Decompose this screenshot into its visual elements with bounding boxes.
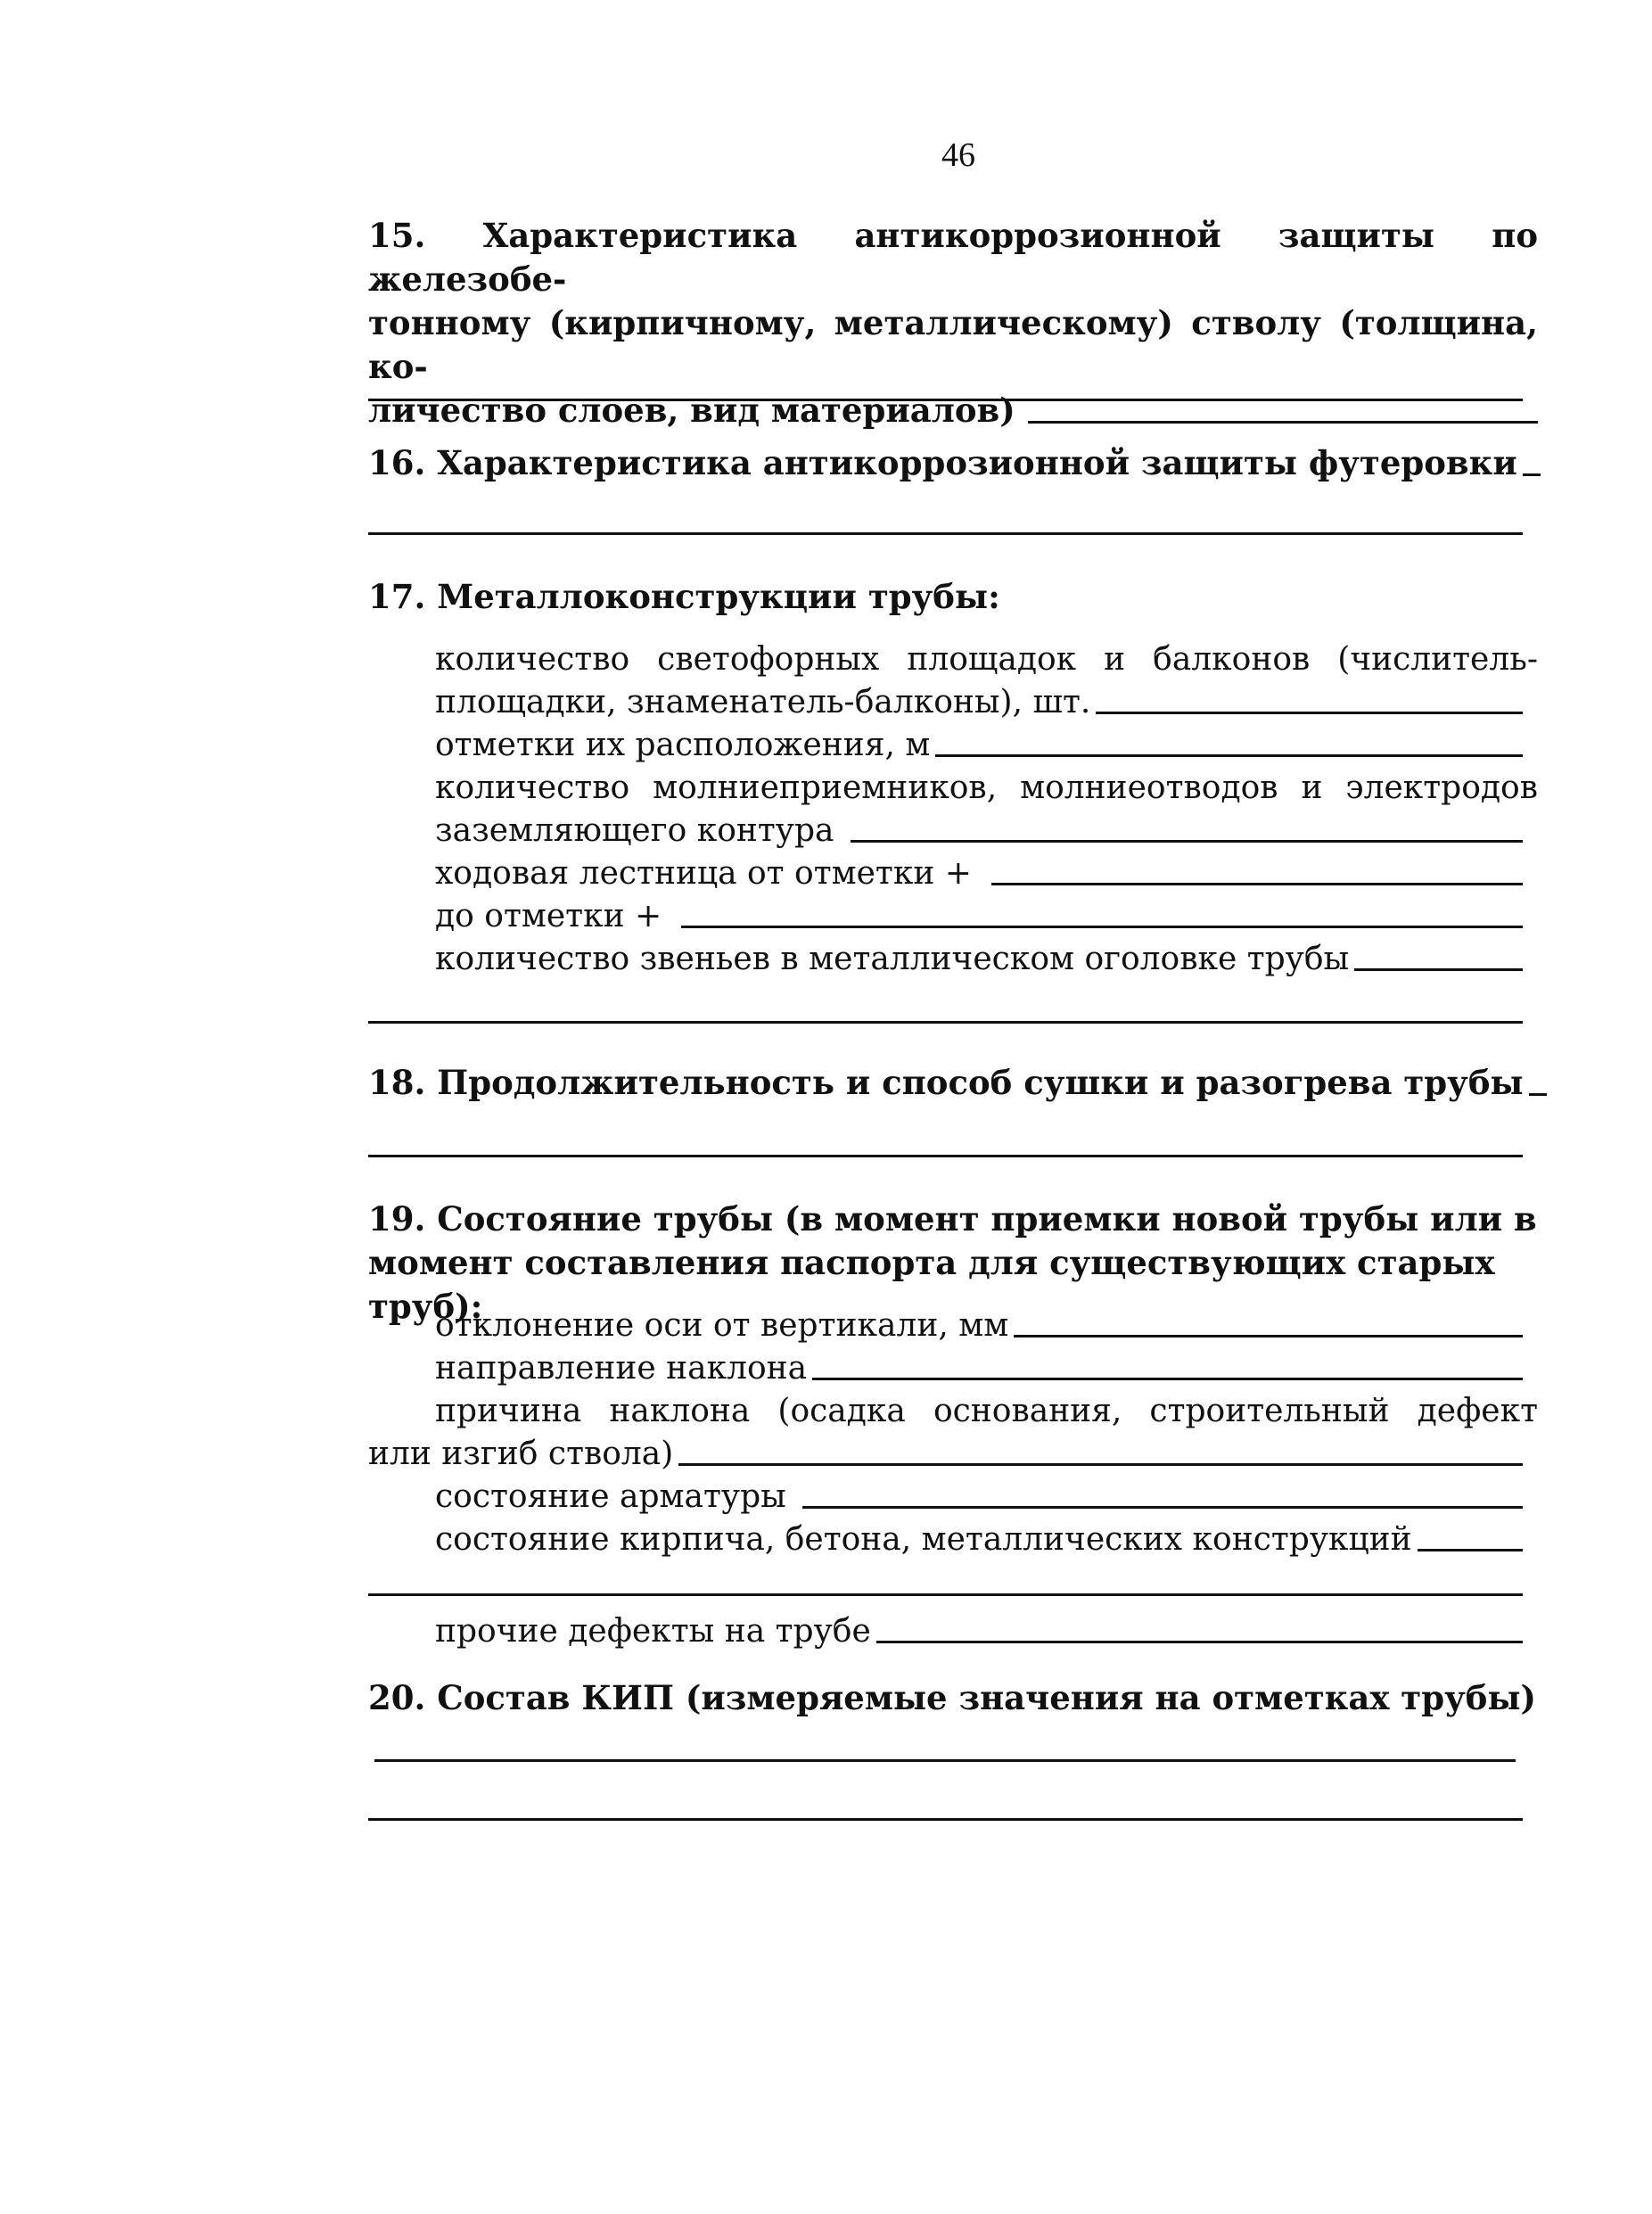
cause-answer-line[interactable] [678, 1463, 1523, 1466]
section-18-heading-row [368, 1061, 1524, 1105]
other-defects-answer-line[interactable] [876, 1641, 1523, 1643]
platforms-label-line-1: количество светофорных площадок и балконов (числитель- [435, 641, 1538, 678]
section-15-line-1: 15. Характеристика антикоррозионной защиты по железобе- [368, 216, 1538, 299]
cause-label-line-2: или изгиб ствола) [368, 1436, 674, 1472]
ladder-to-label: до отметки + [435, 898, 662, 934]
platforms-answer-line[interactable] [1096, 712, 1523, 714]
other-defects-label: прочие дефекты на трубе [435, 1613, 871, 1650]
rebar-answer-line[interactable] [802, 1506, 1523, 1509]
marks-field [435, 724, 1523, 767]
rebar-label: состояние арматуры [435, 1478, 786, 1515]
section-19-line-2: момент составления паспорта для существующих старых труб): [368, 1243, 1495, 1326]
lightning-label-line-1: количество молниеприемников, молниеотводов и электродов [435, 770, 1538, 806]
links-answer-line[interactable] [1354, 968, 1523, 971]
section-15-line-3-row [368, 389, 1538, 432]
section-18-answer-line[interactable] [1529, 1093, 1547, 1096]
section-18-title: 18. Продолжительность и способ сушки и разогрева трубы [368, 1063, 1524, 1102]
section-16-heading-row [368, 441, 1523, 485]
section-18-answer-rule[interactable] [368, 1155, 1523, 1157]
section-15-line-2: тонному (кирпичному, металлическому) стволу (толщина, ко- [368, 303, 1538, 386]
marks-label: отметки их расположения, м [435, 727, 931, 763]
section-19-line-1: 19. Состояние трубы (в момент приемки новой трубы или в [368, 1199, 1537, 1239]
section-17-answer-rule[interactable] [368, 1021, 1523, 1024]
section-15-answer-line[interactable] [1028, 421, 1538, 424]
materials-field [435, 1519, 1523, 1561]
section-16-title: 16. Характеристика антикоррозионной защиты футеровки [368, 443, 1517, 482]
other-defects-field [435, 1610, 1523, 1653]
links-label: количество звеньев в металлическом оголовке трубы [435, 941, 1350, 977]
section-16-answer-rule[interactable] [368, 532, 1523, 535]
section-20-answer-rule-2[interactable] [368, 1818, 1523, 1821]
page-number: 46 [941, 136, 975, 174]
direction-answer-line[interactable] [812, 1378, 1523, 1380]
cause-label-line-1: причина наклона (осадка основания, строительный дефект [435, 1393, 1538, 1429]
deviation-label: отклонение оси от вертикали, мм [435, 1307, 1009, 1344]
materials-answer-line[interactable] [1418, 1549, 1523, 1551]
ladder-from-answer-line[interactable] [991, 883, 1523, 885]
section-15-line-3: личество слоев, вид материалов) [368, 391, 1015, 430]
platforms-field [435, 681, 1523, 724]
section-20-title: 20. Состав КИП (измеряемые значения на отметках трубы) [368, 1678, 1537, 1717]
lightning-answer-line[interactable] [851, 840, 1524, 843]
section-15-answer-rule[interactable] [368, 399, 1523, 401]
section-17-title: 17. Металлоконструкции трубы: [368, 577, 1000, 616]
deviation-field [435, 1305, 1523, 1347]
platforms-label-line-2: площадки, знаменатель-балконы), шт. [435, 684, 1091, 720]
section-19-answer-rule[interactable] [368, 1593, 1523, 1596]
ladder-from-field [435, 852, 1523, 895]
lightning-label-line-2: заземляющего контура [435, 812, 834, 849]
materials-label: состояние кирпича, бетона, металлических конструкций [435, 1521, 1412, 1558]
ladder-from-label: ходовая лестница от отметки + [435, 855, 972, 892]
ladder-to-answer-line[interactable] [681, 926, 1523, 928]
section-16-answer-line[interactable] [1523, 473, 1541, 476]
rebar-field [435, 1476, 1523, 1519]
cause-field [368, 1433, 1523, 1476]
links-field [435, 938, 1523, 981]
deviation-answer-line[interactable] [1014, 1335, 1523, 1337]
marks-answer-line[interactable] [935, 754, 1523, 757]
lightning-field [435, 810, 1523, 852]
section-20-answer-rule-1[interactable] [374, 1759, 1516, 1762]
direction-label: направление наклона [435, 1350, 808, 1387]
direction-field [435, 1347, 1523, 1390]
ladder-to-field [435, 895, 1523, 938]
